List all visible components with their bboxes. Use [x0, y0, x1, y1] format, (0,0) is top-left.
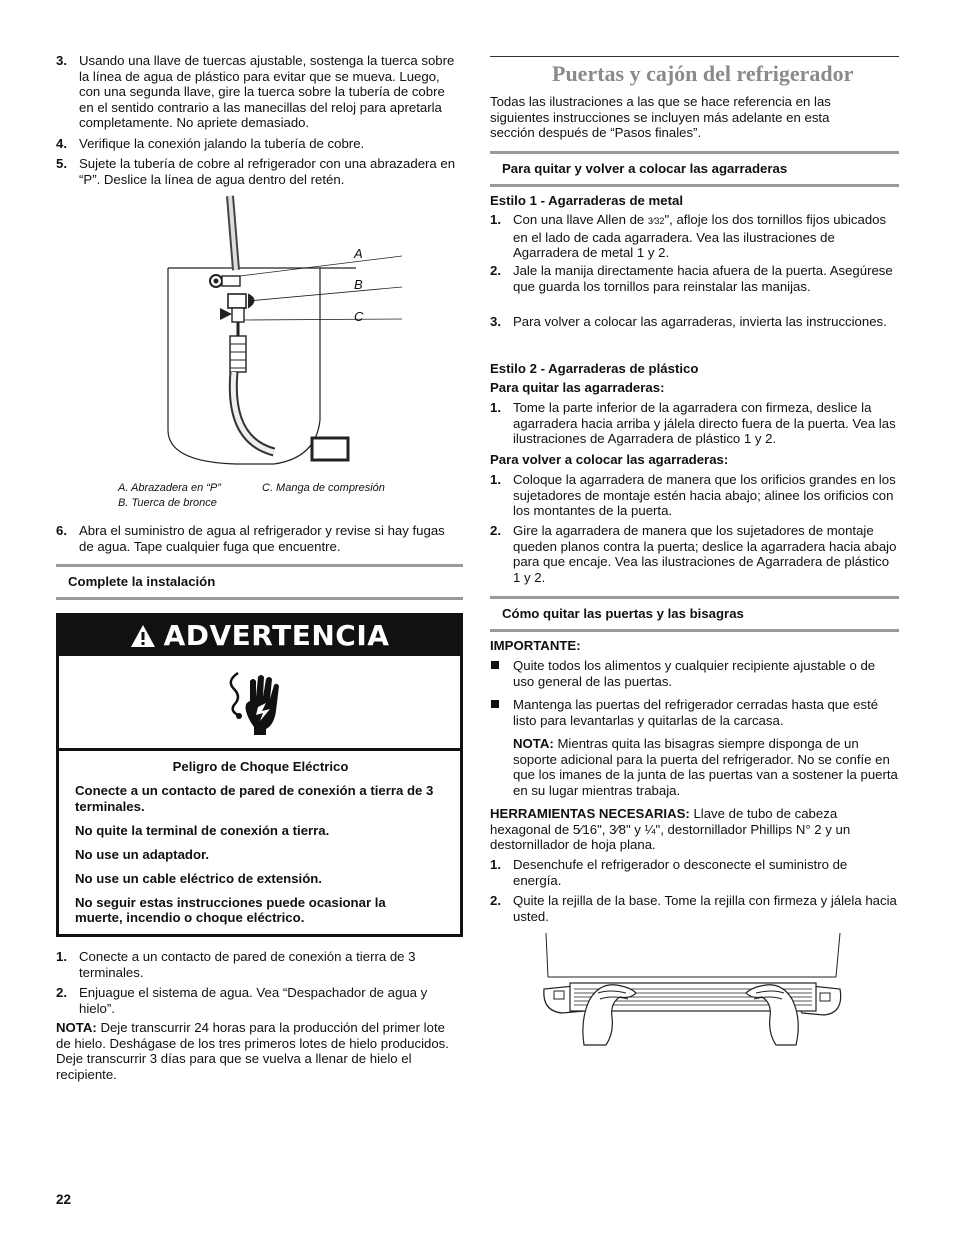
- step-6: [56, 523, 463, 554]
- bullet-note: [513, 736, 899, 798]
- step-number: 6.: [56, 523, 67, 538]
- step-number: 1.: [56, 949, 67, 964]
- style2-title: Estilo 2 - Agarraderas de plástico: [490, 361, 699, 376]
- step-number: 1.: [490, 857, 501, 872]
- bullet-item: [490, 658, 899, 689]
- figure-caption-a: A. Abrazadera en “P”: [118, 482, 221, 494]
- step-text: Coloque la agarradera de manera que los orificios grandes en los sujetadores de montaje estén hacia abajo; alinee los orificios con los montantes de la puerta.: [513, 472, 896, 519]
- electric-shock-hand-icon: [220, 667, 300, 737]
- note-label: NOTA:: [56, 1020, 97, 1035]
- step-number: 2.: [490, 523, 501, 538]
- step-text: Verifique la conexión jalando la tubería de cobre.: [79, 136, 365, 151]
- install-step-2: [56, 985, 463, 1016]
- remove-label: Para quitar las agarraderas:: [490, 380, 665, 395]
- step-text: Gire la agarradera de manera que los sujetadores de montaje queden planos contra la puerta; deslice la agarradera hacia abajo para que encaje. Vea las ilustraciones de Agarradera de plástico 1 y 2.: [513, 523, 897, 585]
- bullet-square-icon: [491, 700, 499, 708]
- bullet-item: [490, 697, 899, 728]
- warning-box: [56, 613, 463, 937]
- handles-heading: Para quitar y volver a colocar las agarraderas: [490, 151, 899, 187]
- warning-line: No seguir estas instrucciones puede ocasionar la muerte, incendio o choque eléctrico.: [75, 894, 386, 926]
- bullet-text: Quite todos los alimentos y cualquier recipiente ajustable o de uso general de las puertas.: [513, 658, 876, 689]
- step-number: 3.: [490, 314, 501, 329]
- warning-line: Conecte a un contacto de pared de conexión a tierra de 3 terminales.: [75, 782, 434, 814]
- intro-paragraph: Todas las ilustraciones a las que se hace referencia en las siguientes instrucciones se incluyen más adelante en esta sección después de “Pasos finales”.: [490, 94, 831, 141]
- step-number: 1.: [490, 212, 501, 227]
- style1-step-1: [490, 212, 899, 261]
- step-text: Tome la parte inferior de la agarradera con firmeza, deslice la agarradera hacia arriba y jálela directo fuera de la puerta. Vea las ilustraciones de Agarradera de plástico 1 y 2.: [513, 400, 896, 447]
- style1-title: Estilo 1 - Agarraderas de metal: [490, 193, 684, 208]
- step-text: Jale la manija directamente hacia afuera de la puerta. Asegúrese que guarda los tornillos para reinstalar las manijas.: [513, 263, 893, 294]
- final-step-2: [490, 893, 899, 924]
- bullet-text: Mantenga las puertas del refrigerador cerradas hasta que esté listo para levantarlas y quitarlas de la carcasa.: [513, 697, 879, 728]
- figure-label-b: B: [354, 277, 363, 292]
- note-text: Deje transcurrir 24 horas para la producción del primer lote de hielo. Deshágase de los tres primeros lotes de hielo producidos. Deje transcurrir 3 días para que se vuelva a llenar de hielo el recipiente.: [56, 1020, 449, 1082]
- tools-label: HERRAMIENTAS NECESARIAS:: [490, 806, 690, 821]
- figure-label-c: C: [354, 309, 364, 324]
- warning-header: [59, 616, 460, 656]
- figure-label-a: A: [354, 246, 363, 261]
- tools-paragraph: [490, 806, 870, 853]
- step-text: Enjuague el sistema de agua. Vea “Despachador de agua y hielo”.: [79, 985, 428, 1016]
- replace-step-1: [490, 472, 899, 519]
- base-grille-illustration: [540, 933, 850, 1048]
- warning-line: No quite la terminal de conexión a tierra.: [75, 822, 330, 838]
- bullet-square-icon: [491, 661, 499, 669]
- replace-step-2: [490, 523, 899, 585]
- water-line-illustration: [156, 190, 456, 480]
- step-text: Con una llave Allen de 3⁄32", afloje los dos tornillos fijos ubicados en el lado de cada agarradera. Vea las ilustraciones de Agarradera de metal 1 y 2.: [513, 212, 887, 261]
- remove-step-1: [490, 400, 899, 447]
- step-text: Quite la rejilla de la base. Tome la rejilla con firmeza y jálela hacia usted.: [513, 893, 897, 924]
- install-step-1: [56, 949, 463, 980]
- important-label: IMPORTANTE:: [490, 638, 581, 653]
- warning-title: ADVERTENCIA: [163, 619, 390, 653]
- doors-heading: Cómo quitar las puertas y las bisagras: [490, 596, 899, 632]
- replace-label: Para volver a colocar las agarraderas:: [490, 452, 729, 467]
- step-text: Abra el suministro de agua al refrigerador y revise si hay fugas de agua. Tape cualquier fuga que encuentre.: [79, 523, 445, 554]
- step-number: 2.: [490, 893, 501, 908]
- final-step-1: [490, 857, 899, 888]
- warning-line: No use un cable eléctrico de extensión.: [75, 870, 322, 886]
- tools-text: Llave de tubo de cabeza hexagonal de 5⁄16", 3⁄8" y ¼", destornillador Phillips N° 2 y un destornillador de hoja plana.: [490, 806, 851, 853]
- note-paragraph: [56, 1020, 463, 1082]
- step-text: Sujete la tubería de cobre al refrigerador con una abrazadera en “P”. Deslice la línea de agua dentro del retén.: [79, 156, 456, 187]
- complete-installation-heading: Complete la instalación: [56, 564, 463, 600]
- step-number: 2.: [56, 985, 67, 1000]
- section-rule: [490, 56, 899, 57]
- warning-line: Peligro de Choque Eléctrico: [172, 759, 349, 774]
- step-number: 1.: [490, 472, 501, 487]
- step-text: Para volver a colocar las agarraderas, invierta las instrucciones.: [513, 314, 887, 329]
- step-5: [56, 156, 463, 187]
- step-4: [56, 136, 463, 152]
- warning-line: No use un adaptador.: [75, 846, 210, 862]
- style1-step-2: [490, 263, 899, 294]
- step-3: [56, 53, 463, 131]
- figure-caption-c: C. Manga de compresión: [262, 482, 385, 494]
- step-number: 2.: [490, 263, 501, 278]
- figure-caption-b: B. Tuerca de bronce: [118, 497, 217, 509]
- step-text: Desenchufe el refrigerador o desconecte el suministro de energía.: [513, 857, 848, 888]
- step-number: 4.: [56, 136, 67, 151]
- warning-triangle-icon: [130, 624, 156, 648]
- step-number: 1.: [490, 400, 501, 415]
- step-text: Usando una llave de tuercas ajustable, sostenga la tuerca sobre la línea de agua de plástico para evitar que se mueva. Luego, con una segunda llave, gire la tuerca sobre la tubería de cobre en el sentido contrario a las manecillas del reloj para apretarla completamente. No apriete demasiado.: [79, 53, 455, 131]
- warning-body: [59, 751, 460, 934]
- step-text: Conecte a un contacto de pared de conexión a tierra de 3 terminales.: [79, 949, 416, 980]
- warning-icon-area: [59, 656, 460, 751]
- page-number: 22: [56, 1192, 72, 1207]
- step-number: 3.: [56, 53, 67, 68]
- section-title: Puertas y cajón del refrigerador: [552, 61, 854, 86]
- style1-step-3: [490, 314, 899, 330]
- note-label: NOTA:: [513, 736, 554, 751]
- step-number: 5.: [56, 156, 67, 171]
- note-text: Mientras quita las bisagras siempre disponga de un soporte adicional para la puerta del refrigerador. No se confíe en que los imanes de la junta de las puertas van a sostener la puerta en su lugar mientras trabaja.: [513, 736, 898, 798]
